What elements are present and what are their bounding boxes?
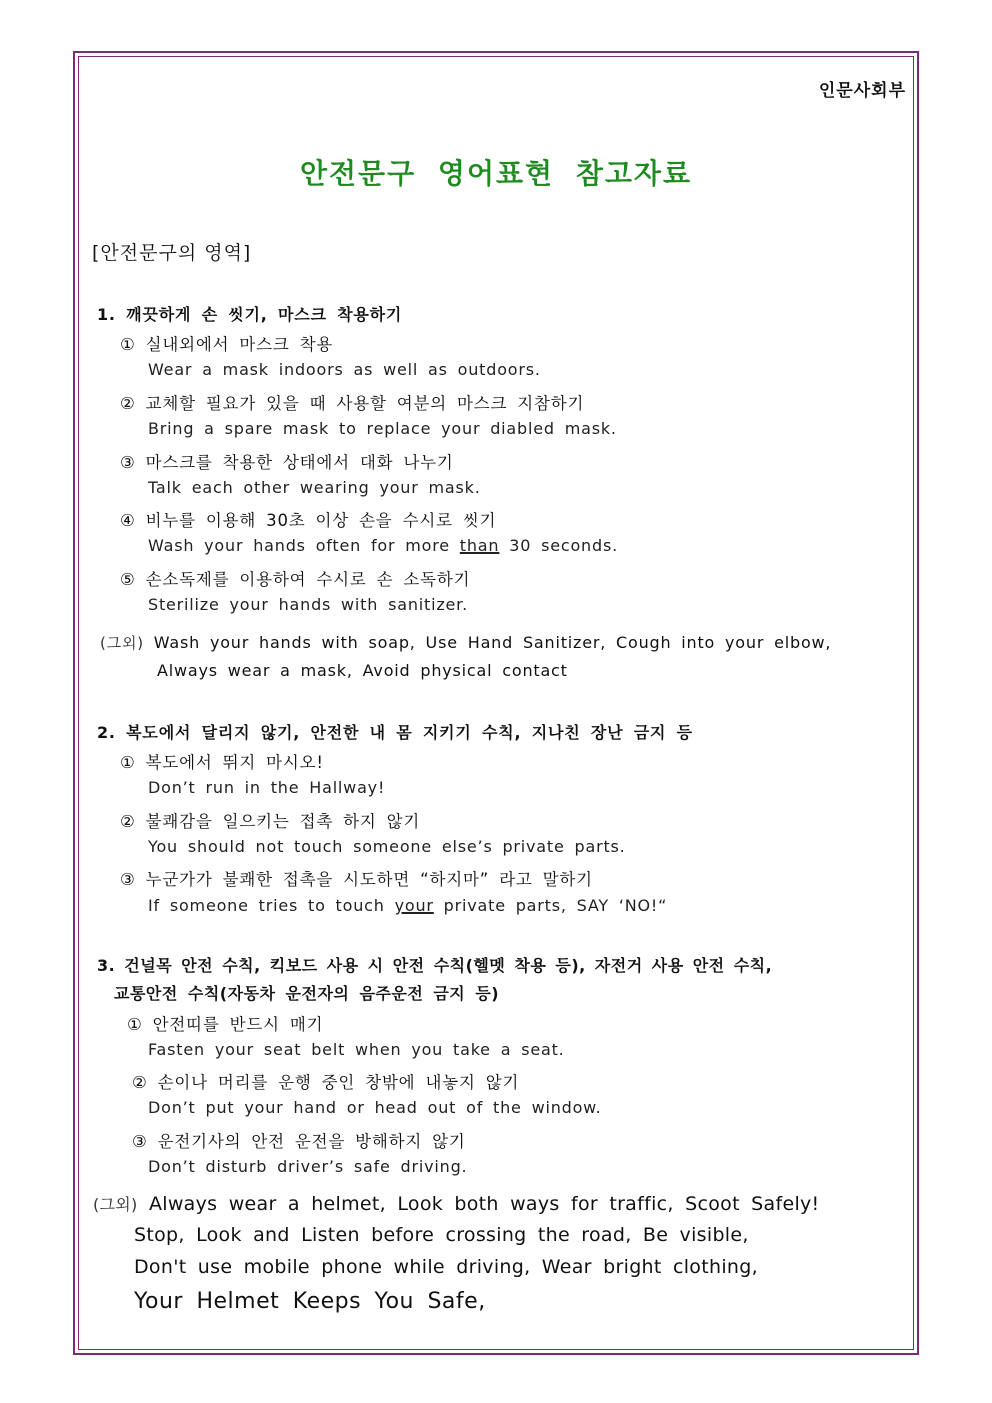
section3-heading-line2: 교통안전 수칙(자동차 운전자의 음주운전 금지 등) [114,984,500,1003]
section3-item1-ko: ① 안전띠를 반드시 매기 [127,1015,324,1034]
section2-heading: 2. 복도에서 달리지 않기, 안전한 내 몸 지키기 수칙, 지나친 장난 금지 등 [97,723,693,742]
page-title: 안전문구 영어표현 참고자료 [299,157,693,190]
section3-etc-text1: Always wear a helmet, Look both ways for traffic, Scoot Safely! [148,1193,820,1215]
department-label: 인문사회부 [818,81,906,101]
section1-etc-tag: (그외) [100,634,144,652]
section3-item1-en: Fasten your seat belt when you take a seat. [148,1040,565,1059]
section2-item3-en-pre: If someone tries to touch [148,896,395,915]
section2-item3-ko: ③ 누군가가 불쾌한 접촉을 시도하면 “하지마” 라고 말하기 [120,870,593,889]
section1-item5-en: Sterilize your hands with sanitizer. [148,595,468,614]
section2-item3-en-underlined: your [394,896,434,915]
section2-item1-ko: ① 복도에서 뛰지 마시오! [120,753,324,772]
section1-etc-line1 [100,632,831,653]
section1-item4-ko: ④ 비누를 이용해 30초 이상 손을 수시로 씻기 [120,511,497,530]
section3-item3-en: Don’t disturb driver’s safe driving. [148,1157,468,1176]
section3-item2-ko: ② 손이나 머리를 운행 중인 창밖에 내놓지 않기 [132,1073,520,1092]
section3-item3-ko: ③ 운전기사의 안전 운전을 방해하지 않기 [132,1132,466,1151]
section3-etc-line4: Your Helmet Keeps You Safe, [134,1289,486,1314]
section1-item5-ko: ⑤ 손소독제를 이용하여 수시로 손 소독하기 [120,570,471,589]
section1-etc-text1: Wash your hands with soap, Use Hand Sanitizer, Cough into your elbow, [153,633,832,652]
areas-label: [안전문구의 영역] [92,242,252,264]
section1-item4-en-post: 30 seconds. [499,536,618,555]
section2-item2-en: You should not touch someone else’s private parts. [148,837,626,856]
section3-item2-en: Don’t put your hand or head out of the window. [148,1098,602,1117]
section1-item1-ko: ① 실내외에서 마스크 착용 [120,335,334,354]
section3-etc-line2: Stop, Look and Listen before crossing the road, Be visible, [134,1224,749,1246]
section1-item3-ko: ③ 마스크를 착용한 상태에서 대화 나누기 [120,453,454,472]
section1-item4-en [148,536,618,555]
section2-item3-en-post: private parts, SAY ‘NO!“ [433,896,668,915]
section1-heading: 1. 깨끗하게 손 씻기, 마스크 착용하기 [97,305,403,324]
section1-item2-ko: ② 교체할 필요가 있을 때 사용할 여분의 마스크 지참하기 [120,394,585,413]
section3-etc-line3: Don't use mobile phone while driving, Wear bright clothing, [134,1256,758,1278]
section1-item3-en: Talk each other wearing your mask. [148,478,481,497]
section2-item3-en [148,896,667,915]
section3-heading-line1: 3. 건널목 안전 수칙, 킥보드 사용 시 안전 수칙(헬멧 착용 등), 자전거 사용 안전 수칙, [97,956,773,975]
section2-item2-ko: ② 불쾌감을 일으키는 접촉 하지 않기 [120,812,421,831]
section3-etc-line1 [93,1192,819,1215]
section1-item4-en-pre: Wash your hands often for more [148,536,460,555]
section1-item2-en: Bring a spare mask to replace your diabled mask. [148,419,617,438]
section2-item1-en: Don’t run in the Hallway! [148,778,386,797]
section1-item4-en-underlined: than [459,536,500,555]
section1-item1-en: Wear a mask indoors as well as outdoors. [148,360,541,379]
section3-etc-tag: (그외) [93,1195,138,1214]
section1-etc-line2: Always wear a mask, Avoid physical contact [157,661,568,680]
